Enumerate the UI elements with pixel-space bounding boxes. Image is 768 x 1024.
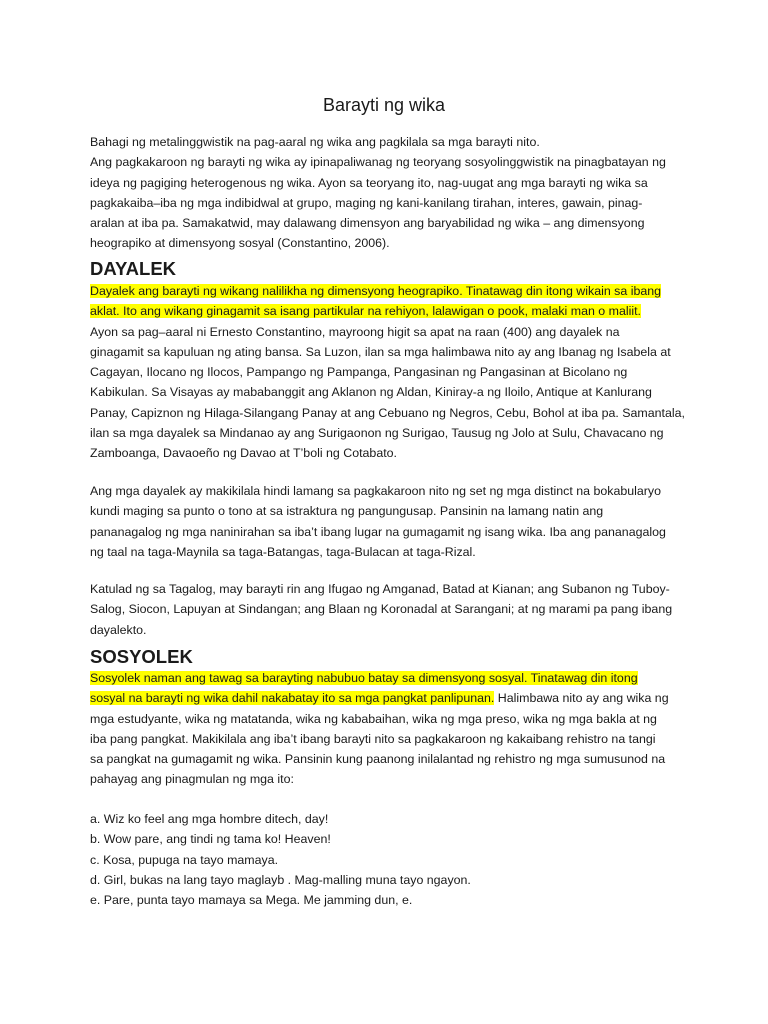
sosyolek-paragraph bbox=[90, 668, 690, 790]
dayalek-definition bbox=[90, 281, 690, 464]
text-line: Ang mga dayalek ay makikilala hindi lamang sa pagkakaroon nito ng set ng mga distinct na bokabularyo bbox=[90, 484, 661, 498]
text-line: ilan sa mga dayalek sa Mindanao ay ang Surigaonon ng Surigao, Tausug ng Jolo at Sulu, Chavacano ng bbox=[90, 426, 664, 441]
text-line: pagkakaiba–iba ng mga indibidwal at grupo, maging ng kani-kanilang tirahan, interes, gawain, pinag- bbox=[90, 195, 643, 210]
text-line: sa pangkat na gumagamit ng wika. Pansinin kung paanong inilalantad ng rehistro ng mga sumusunod na bbox=[90, 752, 666, 767]
list-item: b. Wow pare, ang tindi ng tama ko! Heaven! bbox=[90, 832, 331, 847]
text-line: pananagalog ng mga naninirahan sa iba’t ibang lugar na gumagamit ng isang wika. Iba ang pananagalog bbox=[90, 524, 666, 539]
text-line: Ayon sa pag–aaral ni Ernesto Constantino, mayroong higit sa apat na raan (400) ang dayalek na bbox=[90, 324, 620, 339]
text-line: Panay, Capiznon ng Hilaga-Silangang Panay at ang Cebuano ng Negros, Cebu, Bohol at iba pa. Samantala, bbox=[90, 405, 685, 420]
text-line: dayalekto. bbox=[90, 622, 147, 637]
list-item: e. Pare, punta tayo mamaya sa Mega. Me jamming dun, e. bbox=[90, 893, 413, 908]
list-item: d. Girl, bukas na lang tayo maglayb . Mag-malling muna tayo ngayon. bbox=[90, 872, 471, 887]
text-line: ideya ng pagiging heterogenous ng wika. Ayon sa teoryang ito, nag-uugat ang mga barayti ng wika sa bbox=[90, 175, 648, 190]
text-line: pahayag ang pinagmulan ng mga ito: bbox=[90, 772, 294, 787]
section-heading-dayalek: DAYALEK bbox=[90, 258, 177, 279]
highlighted-text: Dayalek ang barayti ng wikang nalilikha ng dimensyong heograpiko. Tinatawag din itong wikain sa ibang bbox=[90, 284, 662, 298]
list-item: c. Kosa, pupuga na tayo mamaya. bbox=[90, 852, 279, 867]
text-line: Bahagi ng metalinggwistik na pag-aaral ng wika ang pagkilala sa mga barayti nito. bbox=[90, 135, 540, 149]
highlighted-text: Sosyolek naman ang tawag sa barayting nabubuo batay sa dimensyong sosyal. Tinatawag din itong bbox=[90, 671, 638, 685]
text-line: Kabikulan. Sa Visayas ay mababanggit ang Aklanon ng Aldan, Kiniray-a ng Iloilo, Antique at Kanlurang bbox=[90, 385, 652, 400]
document-title: Barayti ng wika bbox=[322, 95, 446, 115]
text-line: ginagamit sa kapuluan ng ating bansa. Sa Luzon, ilan sa mga halimbawa nito ay ang Ibanag ng Isabela at bbox=[90, 344, 671, 359]
dayalek-paragraph-3 bbox=[90, 579, 690, 640]
text-line: mga estudyante, wika ng matatanda, wika ng kababaihan, wika ng mga preso, wika ng mga bakla at ng bbox=[90, 711, 657, 726]
example-list bbox=[90, 809, 690, 910]
text-line: Halimbawa nito ay ang wika ng bbox=[494, 691, 669, 706]
text-line: Katulad ng sa Tagalog, may barayti rin ang Ifugao ng Amganad, Batad at Kianan; ang Subanon ng Tuboy- bbox=[90, 582, 670, 596]
highlighted-text: aklat. Ito ang wikang ginagamit sa isang partikular na rehiyon, lalawigan o pook, malaki man o maliit. bbox=[90, 304, 641, 319]
text-line: Ang pagkakaroon ng barayti ng wika ay ipinapaliwanag ng teoryang sosyolinggwistik na pinagbatayan ng bbox=[90, 155, 666, 170]
highlighted-text: sosyal na barayti ng wika dahil nakabatay ito sa mga pangkat panlipunan. bbox=[90, 691, 495, 706]
section-heading-sosyolek: SOSYOLEK bbox=[90, 646, 193, 667]
text-line: Salog, Siocon, Lapuyan at Sindangan; ang Blaan ng Koronadal at Sarangani; at ng marami pa pang ibang bbox=[90, 602, 673, 617]
text-line: ng taal na taga-Maynila sa taga-Batangas, taga-Bulacan at taga-Rizal. bbox=[90, 544, 476, 559]
text-line: iba pang pangkat. Makikilala ang iba’t ibang barayti nito sa pagkakaroon ng kakaibang rehistro na tangi bbox=[90, 731, 656, 746]
list-item: a. Wiz ko feel ang mga hombre ditech, day! bbox=[90, 812, 329, 826]
intro-paragraph bbox=[90, 132, 690, 254]
text-line: aralan at iba pa. Samakatwid, may dalawang dimensyon ang baryabilidad ng wika – ang dimensyong bbox=[90, 216, 645, 231]
text-line: Zamboanga, Davaoeño ng Davao at T’boli ng Cotabato. bbox=[90, 446, 397, 461]
dayalek-paragraph-2 bbox=[90, 481, 690, 562]
text-line: heograpiko at dimensyong sosyal (Constantino, 2006). bbox=[90, 236, 390, 251]
text-line: kundi maging sa punto o tono at sa istraktura ng pangungusap. Pansinin na lamang natin ang bbox=[90, 504, 604, 519]
text-line: Cagayan, Ilocano ng Ilocos, Pampango ng Pampanga, Pangasinan ng Pangasinan at Bicolano ng bbox=[90, 365, 628, 380]
